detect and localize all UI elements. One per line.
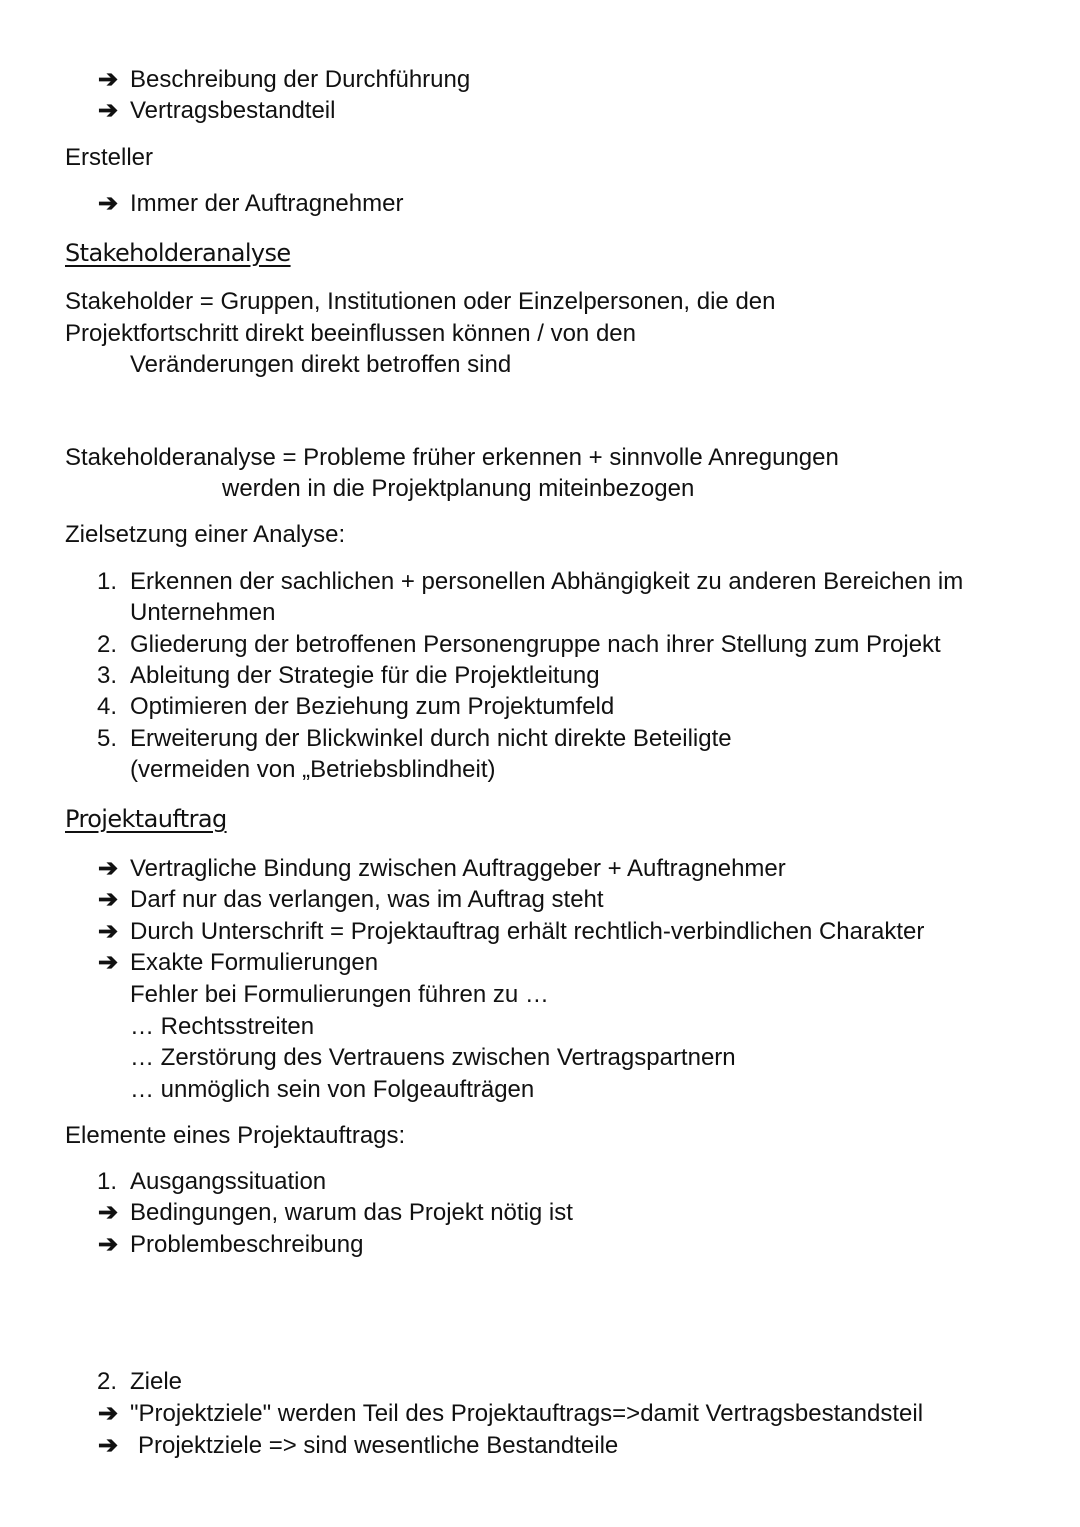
element-title: Ausgangssituation: [130, 1168, 327, 1195]
definition-line: Projektfortschritt direkt beeinflussen können / von den: [65, 320, 636, 347]
error-item: … unmöglich sein von Folgeaufträgen: [130, 1076, 535, 1103]
analysis-line: Stakeholderanalyse = Probleme früher erkennen + sinnvolle Anregungen: [65, 444, 839, 471]
list-number: 3.: [97, 662, 118, 689]
ersteller-label: Ersteller: [65, 144, 154, 171]
arrow-icon: ➔: [98, 1432, 119, 1459]
list-item: Gliederung der betroffenen Personengruppe nach ihrer Stellung zum Projekt: [130, 631, 941, 658]
bullet-text: Problembeschreibung: [130, 1231, 364, 1258]
definition-line: Veränderungen direkt betroffen sind: [130, 351, 512, 378]
arrow-icon: ➔: [98, 1400, 119, 1427]
bullet-text: Exakte Formulierungen: [130, 949, 379, 976]
list-number: 1.: [97, 568, 118, 595]
list-number: 5.: [97, 725, 118, 752]
bullet-text: Projektziele => sind wesentliche Bestandteile: [138, 1432, 619, 1459]
arrow-icon: ➔: [98, 918, 119, 945]
list-item: Optimieren der Beziehung zum Projektumfeld: [130, 693, 615, 720]
error-item: … Rechtsstreiten: [130, 1013, 315, 1040]
list-item: Unternehmen: [130, 599, 276, 626]
list-number: 2.: [97, 631, 118, 658]
errors-intro: Fehler bei Formulierungen führen zu …: [130, 981, 549, 1008]
arrow-icon: ➔: [98, 66, 119, 93]
error-item: … Zerstörung des Vertrauens zwischen Vertragspartnern: [130, 1044, 736, 1071]
list-number: 4.: [97, 693, 118, 720]
bullet-text: Immer der Auftragnehmer: [130, 190, 404, 217]
arrow-icon: ➔: [98, 1231, 119, 1258]
arrow-icon: ➔: [98, 190, 119, 217]
list-item: Erkennen der sachlichen + personellen Abhängigkeit zu anderen Bereichen im: [130, 568, 964, 595]
bullet-text: Vertragliche Bindung zwischen Auftraggeber + Auftragnehmer: [130, 855, 786, 882]
bullet-text: Durch Unterschrift = Projektauftrag erhält rechtlich-verbindlichen Charakter: [130, 918, 925, 945]
list-item: Ableitung der Strategie für die Projektleitung: [130, 662, 600, 689]
list-number: 2.: [97, 1368, 118, 1395]
list-item: (vermeiden von „Betriebsblindheit): [130, 756, 496, 783]
elements-label: Elemente eines Projektauftrags:: [65, 1122, 406, 1149]
list-number: 1.: [97, 1168, 118, 1195]
definition-line: Stakeholder = Gruppen, Institutionen oder Einzelpersonen, die den: [65, 288, 776, 315]
arrow-icon: ➔: [98, 1199, 119, 1226]
bullet-text: Beschreibung der Durchführung: [130, 66, 471, 93]
bullet-text: Darf nur das verlangen, was im Auftrag steht: [130, 886, 604, 913]
element-title: Ziele: [130, 1368, 183, 1395]
bullet-text: Bedingungen, warum das Projekt nötig ist: [130, 1199, 573, 1226]
arrow-icon: ➔: [98, 855, 119, 882]
arrow-icon: ➔: [98, 949, 119, 976]
section-heading-stakeholderanalyse: Stakeholderanalyse: [65, 239, 291, 267]
arrow-icon: ➔: [98, 97, 119, 124]
bullet-text: Vertragsbestandteil: [130, 97, 336, 124]
section-heading-projektauftrag: Projektauftrag: [65, 805, 227, 833]
bullet-text: "Projektziele" werden Teil des Projektauftrags=>damit Vertragsbestandsteil: [130, 1400, 924, 1427]
analysis-line: werden in die Projektplanung miteinbezogen: [222, 475, 695, 502]
goals-label: Zielsetzung einer Analyse:: [65, 521, 346, 548]
list-item: Erweiterung der Blickwinkel durch nicht direkte Beteiligte: [130, 725, 732, 752]
arrow-icon: ➔: [98, 886, 119, 913]
